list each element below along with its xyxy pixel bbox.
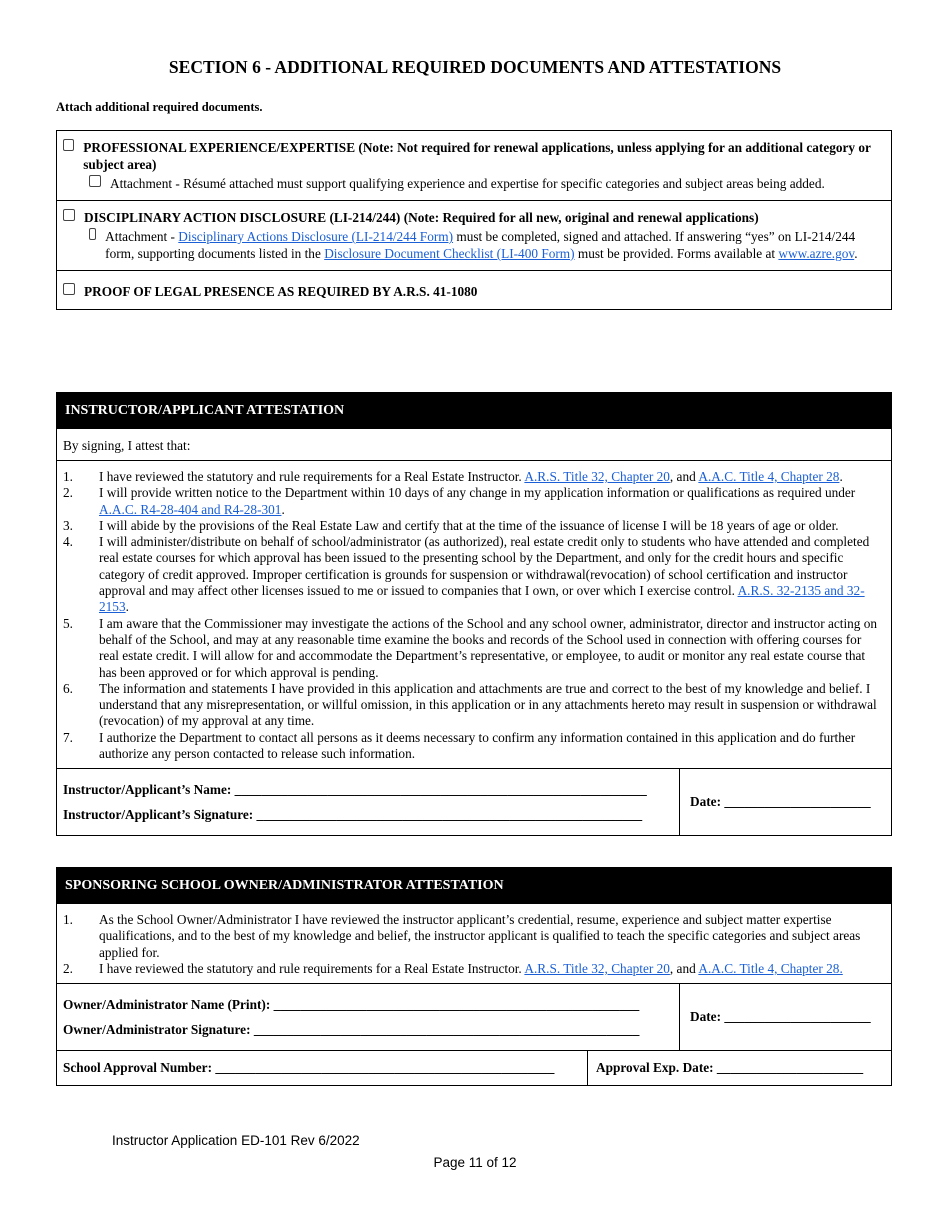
text-segment: must be completed, signed and attached. If answering “yes” on LI-214/244 form, supporting documents listed in the: [105, 229, 856, 261]
item-number: 2.: [63, 485, 73, 501]
document-disciplinary-disclosure: [57, 201, 891, 271]
attestation-item: [63, 518, 881, 534]
item-text: [99, 534, 881, 615]
checkbox[interactable]: [63, 209, 75, 221]
item-text: [99, 730, 881, 763]
sponsor-attestation: [56, 867, 892, 1086]
text-segment: .: [854, 246, 858, 261]
instructor-attestation-title: INSTRUCTOR/APPLICANT ATTESTATION: [57, 393, 891, 429]
text-segment: I authorize the Department to contact all persons as it deems necessary to confirm any information contained in this application and do further authorize any person contacted to release such information.: [99, 729, 856, 762]
instructor-signature-table: [57, 768, 891, 835]
school-approval-number-field[interactable]: School Approval Number: ___________________________________________________: [57, 1051, 588, 1085]
attach-instructions: Attach additional required documents.: [56, 100, 263, 114]
document-link[interactable]: A.R.S. Title 32, Chapter 20: [524, 469, 670, 484]
text-segment: The information and statements I have provided in this application and attachments are true and correct to the best of my knowledge and belief. I understand that any misrepresentation, or willful omission, in this application or in any attachments hereto may result in suspension or withdrawal (revocation) of my approval at any time.: [99, 680, 877, 729]
text-segment: I will abide by the provisions of the Real Estate Law and certify that at the time of the issuance of license I will be 18 years of age or older.: [99, 517, 839, 533]
attestation-item: [63, 681, 881, 730]
text-segment: , and: [669, 469, 699, 484]
item-number: 7.: [63, 729, 73, 745]
instructor-date-field[interactable]: Date: ______________________: [690, 794, 871, 810]
item-text: [99, 961, 843, 977]
attestation-lead: By signing, I attest that:: [57, 429, 891, 461]
owner-signature-field[interactable]: Owner/Administrator Signature: __________________________________________________________: [63, 1022, 640, 1038]
document-link[interactable]: A.R.S. Title 32, Chapter 20: [524, 960, 670, 976]
document-professional-experience: [57, 131, 891, 201]
attestation-item: [63, 616, 881, 681]
text-segment: I have reviewed the statutory and rule requirements for a Real Estate Instructor.: [99, 960, 525, 976]
text-segment: Attachment -: [105, 229, 179, 244]
document-link[interactable]: Disciplinary Actions Disclosure (LI-214/244 Form): [178, 229, 454, 244]
text-segment: I have reviewed the statutory and rule requirements for a Real Estate Instructor.: [99, 469, 525, 484]
text-segment: .: [125, 599, 129, 615]
item-number: 3.: [63, 517, 73, 533]
item-text: [99, 485, 881, 518]
checkbox[interactable]: [89, 175, 101, 187]
text-segment: I am aware that the Commissioner may investigate the actions of the School and any school owner, administrator, director and instructor acting on behalf of the School, and may at any reasonable time examine the books and records of the School used in connection with offering courses for real estate credit. I will allow for and accommodate the Department’s representative, or employee, to audit or monitor any real estate course that has been approved or for which approval is pending.: [99, 615, 878, 680]
instructor-signature-field[interactable]: Instructor/Applicant’s Signature: __________________________________________________________: [63, 807, 643, 823]
owner-name-field[interactable]: Owner/Administrator Name (Print): _______________________________________________________: [63, 997, 640, 1013]
page-number: Page 11 of 12: [433, 1155, 517, 1170]
form-id: Instructor Application ED-101 Rev 6/2022: [112, 1133, 360, 1148]
sponsor-attestation-list: [57, 904, 891, 983]
text-segment: I will administer/distribute on behalf of school/administrator (as authorized), real estate credit only to students who have attended and completed real estate courses for which approval has been issued to the presenting school by the Department, and only for the credit hours and specific category of credit approved. Improper certification is grounds for suspension or withdrawal(revocation) of school certification and instructor approval and may affect other licenses issued to me or issued to companies that I own, or over which I exercise control.: [99, 534, 870, 599]
item-text: [99, 518, 839, 534]
document-link[interactable]: A.A.C. R4-28-404 and R4-28-301: [99, 501, 282, 517]
section-title: SECTION 6 - ADDITIONAL REQUIRED DOCUMENTS AND ATTESTATIONS: [168, 57, 782, 77]
approval-exp-date-field[interactable]: Approval Exp. Date: ______________________: [596, 1060, 864, 1076]
item-text: [99, 469, 843, 485]
text-segment: must be provided. Forms available at: [574, 246, 779, 261]
attachment-text: [110, 175, 825, 192]
document-link[interactable]: A.A.C. Title 4, Chapter 28: [698, 469, 840, 484]
text-segment: As the School Owner/Administrator I have reviewed the instructor applicant’s credential, resume, experience and subject matter expertise qualifications, and to the best of my knowledge and belief, the instructor applicant is qualified to teach the specific categories and subject areas applied for.: [99, 912, 861, 960]
item-number: 6.: [63, 680, 73, 696]
document-header: PROOF OF LEGAL PRESENCE AS REQUIRED BY A.R.S. 41-1080: [84, 284, 478, 299]
attestation-item: [63, 912, 881, 961]
document-link[interactable]: A.A.C. Title 4, Chapter 28.: [698, 960, 843, 976]
text-segment: I will provide written notice to the Department within 10 days of any change in my application information or qualifications as required under: [99, 485, 856, 501]
checkbox[interactable]: [63, 283, 75, 295]
required-documents-box: [56, 130, 892, 310]
document-link[interactable]: www.azre.gov: [778, 246, 855, 261]
item-number: 4.: [63, 534, 73, 550]
owner-date-field[interactable]: Date: ______________________: [690, 1009, 871, 1025]
sponsor-signature-table: [57, 983, 891, 1050]
text-segment: .: [839, 469, 843, 484]
attestation-item: [63, 469, 881, 485]
sponsor-attestation-title: SPONSORING SCHOOL OWNER/ADMINISTRATOR ATTESTATION: [57, 868, 891, 904]
attestation-item: [63, 485, 881, 518]
attestation-item: [63, 961, 881, 977]
item-number: 1.: [63, 469, 73, 484]
text-segment: Attachment - Résumé attached must support qualifying experience and expertise for specific categories and subject areas being added.: [110, 176, 825, 191]
item-text: [99, 912, 881, 961]
checkbox[interactable]: [89, 228, 96, 240]
item-text: [99, 681, 881, 730]
attachment-text: [105, 228, 883, 262]
document-header: DISCIPLINARY ACTION DISCLOSURE (LI-214/244) (Note: Required for all new, original and renewal applications): [84, 210, 759, 225]
document-link[interactable]: A.R.S. 32-2135 and 32-2153: [99, 583, 865, 615]
item-number: 5.: [63, 615, 73, 631]
item-number: 1.: [63, 912, 73, 927]
instructor-attestation-list: [57, 461, 891, 768]
checkbox[interactable]: [63, 139, 74, 151]
item-text: [99, 616, 881, 681]
instructor-attestation: [56, 392, 892, 836]
attestation-item: [63, 730, 881, 763]
document-legal-presence: [57, 271, 891, 309]
text-segment: .: [281, 501, 285, 517]
document-header: PROFESSIONAL EXPERIENCE/EXPERTISE (Note: Not required for renewal applications, unless applying for an additional category or subject area): [83, 140, 871, 172]
document-link[interactable]: Disclosure Document Checklist (LI-400 Form): [324, 246, 575, 261]
attestation-item: [63, 534, 881, 615]
instructor-name-field[interactable]: Instructor/Applicant’s Name: ______________________________________________________________: [63, 782, 647, 798]
item-number: 2.: [63, 960, 73, 976]
school-approval-row: [57, 1050, 891, 1085]
text-segment: , and: [669, 960, 699, 976]
